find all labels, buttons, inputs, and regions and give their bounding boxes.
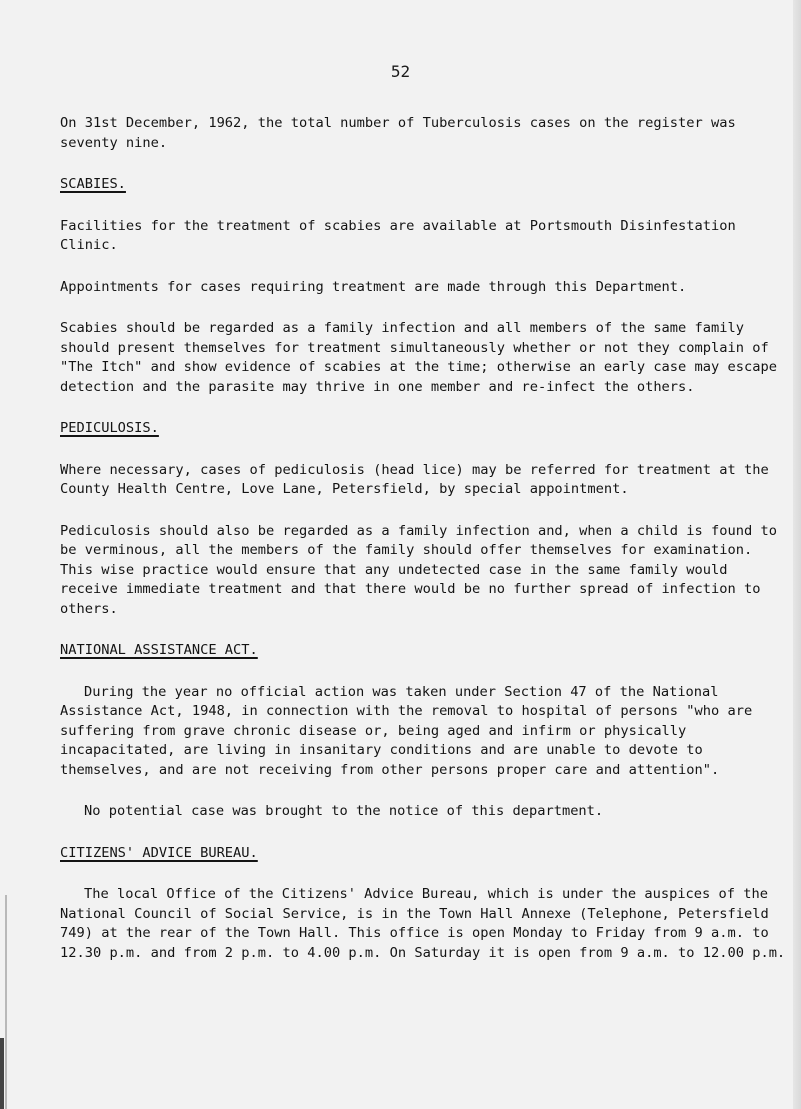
national-assistance-paragraph-2: No potential case was brought to the notice of this department. <box>84 803 604 819</box>
page-edge-shadow <box>793 0 801 1109</box>
page-body <box>60 114 790 985</box>
citizens-advice-paragraph: The local Office of the Citizens' Advice Bureau, which is under the auspices of the National Council of Social Service, is in the Town Hall Annexe (Telephone, Petersfield 749) at the rear of the Town Hall. This office is open Monday to Friday from 9 a.m. to 12.30 p.m. and from 2 p.m. to 4.00 p.m. On Saturday it is open from 9 a.m. to 12.00 p.m. <box>60 886 786 961</box>
page-number: 52 <box>390 62 411 81</box>
scabies-paragraph-3: Scabies should be regarded as a family infection and all members of the same family should present themselves for treatment simultaneously whether or not they complain of "The Itch" and show evidence of scabies at the time; otherwise an early case may escape detection and the parasite may thrive in one member and re-infect the others. <box>60 320 777 395</box>
citizens-advice-bureau-heading: CITIZENS' ADVICE BUREAU. <box>60 844 258 861</box>
national-assistance-paragraph-1: During the year no official action was taken under Section 47 of the National Assistance Act, 1948, in connection with the removal to hospital of persons "who are suffering from grave chronic disease or, being aged and infirm or physically incapacitated, are living in insanitary conditions and are unable to devote to themselves, and are not receiving from other persons proper care and attention". <box>60 683 753 778</box>
pediculosis-paragraph-2: Pediculosis should also be regarded as a family infection and, when a child is found to be verminous, all the members of the family should offer themselves for examination. This wise practice would ensure that any undetected case in the same family would receive immediate treatment and that there would be no further spread of infection to others. <box>60 522 777 617</box>
scan-edge-mark <box>5 895 7 1109</box>
tuberculosis-paragraph: On 31st December, 1962, the total number of Tuberculosis cases on the register was seventy nine. <box>60 115 736 151</box>
scabies-heading: SCABIES. <box>60 176 126 192</box>
national-assistance-act-heading: NATIONAL ASSISTANCE ACT. <box>60 642 258 658</box>
scabies-paragraph-1: Facilities for the treatment of scabies are available at Portsmouth Disinfestation Clinic. <box>60 217 736 253</box>
binding-shadow <box>0 1038 4 1109</box>
pediculosis-heading: PEDICULOSIS. <box>60 420 159 436</box>
pediculosis-paragraph-1: Where necessary, cases of pediculosis (head lice) may be referred for treatment at the County Health Centre, Love Lane, Petersfield, by special appointment. <box>60 461 769 497</box>
scabies-paragraph-2: Appointments for cases requiring treatment are made through this Department. <box>60 278 687 295</box>
